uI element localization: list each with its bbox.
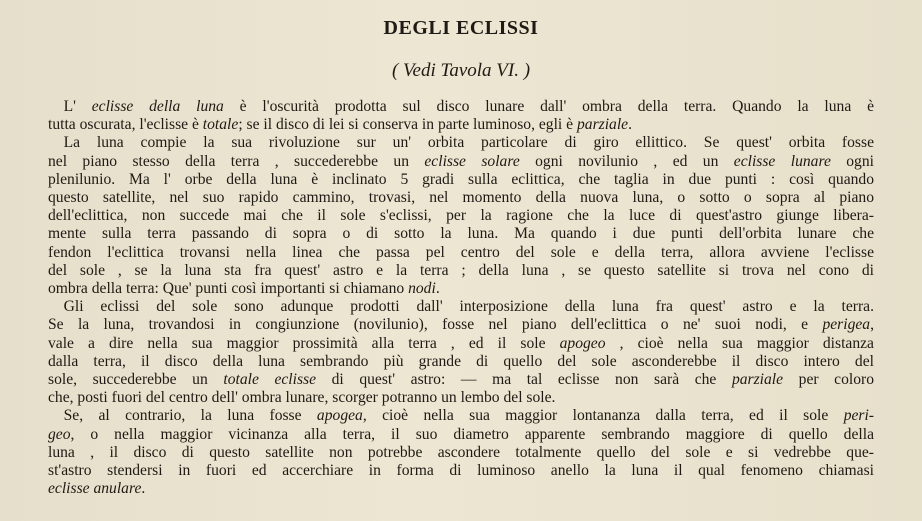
text-run: , cioè nella sua maggior distanza xyxy=(605,334,874,352)
body-text xyxy=(48,98,874,498)
text-run: sole, succederebbe un xyxy=(48,371,224,389)
text-run: nel piano stesso della terra , succederebbe un xyxy=(48,152,425,170)
italic-term: eclisse della luna xyxy=(91,98,224,115)
text-run: . xyxy=(435,280,440,298)
italic-term: parziale xyxy=(731,371,784,389)
text-line xyxy=(48,371,874,389)
paragraph xyxy=(48,98,874,134)
text-line xyxy=(48,207,874,225)
text-run: plenilunio. Ma l' orbe della luna è inclinato 5 gradi sulla eclittica, che taglia in due punti : così quando xyxy=(48,170,874,188)
text-run: st'astro stendersi in fuori ed accerchiare in forma di luminoso anello la luna il qual fenomeno chiamasi xyxy=(48,462,874,480)
text-run: questo satellite, nel suo rapido cammino, trovasi, nel momento della nuova luna, o sotto o sopra al piano xyxy=(48,189,874,207)
text-run: che, posti fuori del centro dell' ombra lunare, scorger potranno un lembo del sole. xyxy=(48,389,556,407)
text-run: fendon l'eclittica trovansi nella linea che passa pel centro del sole e della terra, allora avviene l'eclisse xyxy=(48,243,874,261)
text-run: L' xyxy=(48,98,92,115)
text-run: , cioè nella sua maggior lontananza dalla terra, ed il sole xyxy=(362,407,844,425)
italic-term: peri- xyxy=(843,407,874,425)
italic-term: parziale xyxy=(576,116,629,134)
chapter-title: DEGLI ECLISSI xyxy=(383,17,539,39)
text-line xyxy=(48,298,874,316)
text-run: ombra della terra: Que' punti così importanti si chiamano xyxy=(48,280,409,298)
text-run: ogni xyxy=(830,152,874,170)
text-run: di quest' astro: — ma tal eclisse non sarà che xyxy=(316,371,732,389)
text-run: . xyxy=(628,116,633,134)
text-run: La luna compie la sua rivoluzione sur un' orbita particolare di giro ellittico. Se quest' orbita fosse xyxy=(48,134,874,152)
text-run: Gli eclissi del sole sono adunque prodotti dall' interposizione della luna fra quest' astro e la terra. xyxy=(48,298,874,316)
text-line xyxy=(48,462,874,480)
text-run: per coloro xyxy=(783,371,874,389)
text-line xyxy=(48,407,874,425)
italic-term: nodi xyxy=(408,280,436,298)
italic-term: geo xyxy=(48,425,71,443)
text-line xyxy=(48,153,874,171)
italic-term: apogeo xyxy=(559,334,606,352)
text-run: vale a dire nella sua maggior prossimità alla terra , ed il sole xyxy=(48,334,560,352)
text-run: . xyxy=(141,480,146,498)
text-line xyxy=(48,189,874,207)
text-run: Se la luna, trovandosi in congiunzione (novilunio), fosse nel piano dell'eclittica o ne' suoi nodi, e xyxy=(48,316,823,334)
paragraph xyxy=(48,298,874,407)
italic-term: totale xyxy=(202,116,239,134)
text-line xyxy=(48,134,874,152)
text-line xyxy=(48,480,874,498)
text-run: dalla terra, il disco della luna sembrando più grande di quello del sole asconderebbe il disco intero del xyxy=(48,352,874,370)
italic-term: eclisse lunare xyxy=(733,152,831,170)
italic-term: eclisse anulare xyxy=(48,480,142,498)
text-line xyxy=(48,389,874,407)
italic-term: apogea xyxy=(316,407,363,425)
text-run: ; se il disco di lei si conserva in parte luminoso, egli è xyxy=(238,116,577,134)
text-line xyxy=(48,244,874,262)
text-line xyxy=(48,280,874,298)
text-run: , o nella maggior vicinanza alla terra, il suo diametro apparente sembrando maggiore di quello della xyxy=(70,425,874,443)
text-run: luna , il disco di questo satellite non potrebbe ascondere totalmente quello del sole e si vedrebbe que- xyxy=(48,443,874,461)
text-line xyxy=(48,316,874,334)
plate-reference: ( Vedi Tavola VI. ) xyxy=(391,60,531,81)
text-run: Se, al contrario, la luna fosse xyxy=(48,407,317,425)
text-line xyxy=(48,335,874,353)
text-run: , xyxy=(870,316,874,334)
text-line xyxy=(48,225,874,243)
text-line xyxy=(48,444,874,462)
text-run: mente sulla terra passando di sopra o di sotto la luna. Ma quando i due punti dell'orbita lunare che xyxy=(48,225,874,243)
text-run: è l'oscurità prodotta sul disco lunare dall' ombra della terra. Quando la luna è xyxy=(223,98,874,115)
text-run: dell'eclittica, non succede mai che il sole s'eclissi, per la ragione che la luce di quest'astro giunge libera- xyxy=(48,207,874,225)
text-line xyxy=(48,171,874,189)
paragraph xyxy=(48,134,874,298)
italic-term: perigea xyxy=(822,316,871,334)
text-line xyxy=(48,98,874,116)
text-run: ogni novilunio , ed un xyxy=(519,152,734,170)
text-run: del sole , se la luna sta fra quest' astro e la terra ; della luna , se questo satellite si trova nel cono di xyxy=(48,261,874,279)
text-line xyxy=(48,353,874,371)
italic-term: totale eclisse xyxy=(223,371,317,389)
text-line xyxy=(48,116,874,134)
text-line xyxy=(48,426,874,444)
paragraph xyxy=(48,407,874,498)
italic-term: eclisse solare xyxy=(424,152,520,170)
text-run: tutta oscurata, l'eclisse è xyxy=(48,116,203,134)
text-line xyxy=(48,262,874,280)
